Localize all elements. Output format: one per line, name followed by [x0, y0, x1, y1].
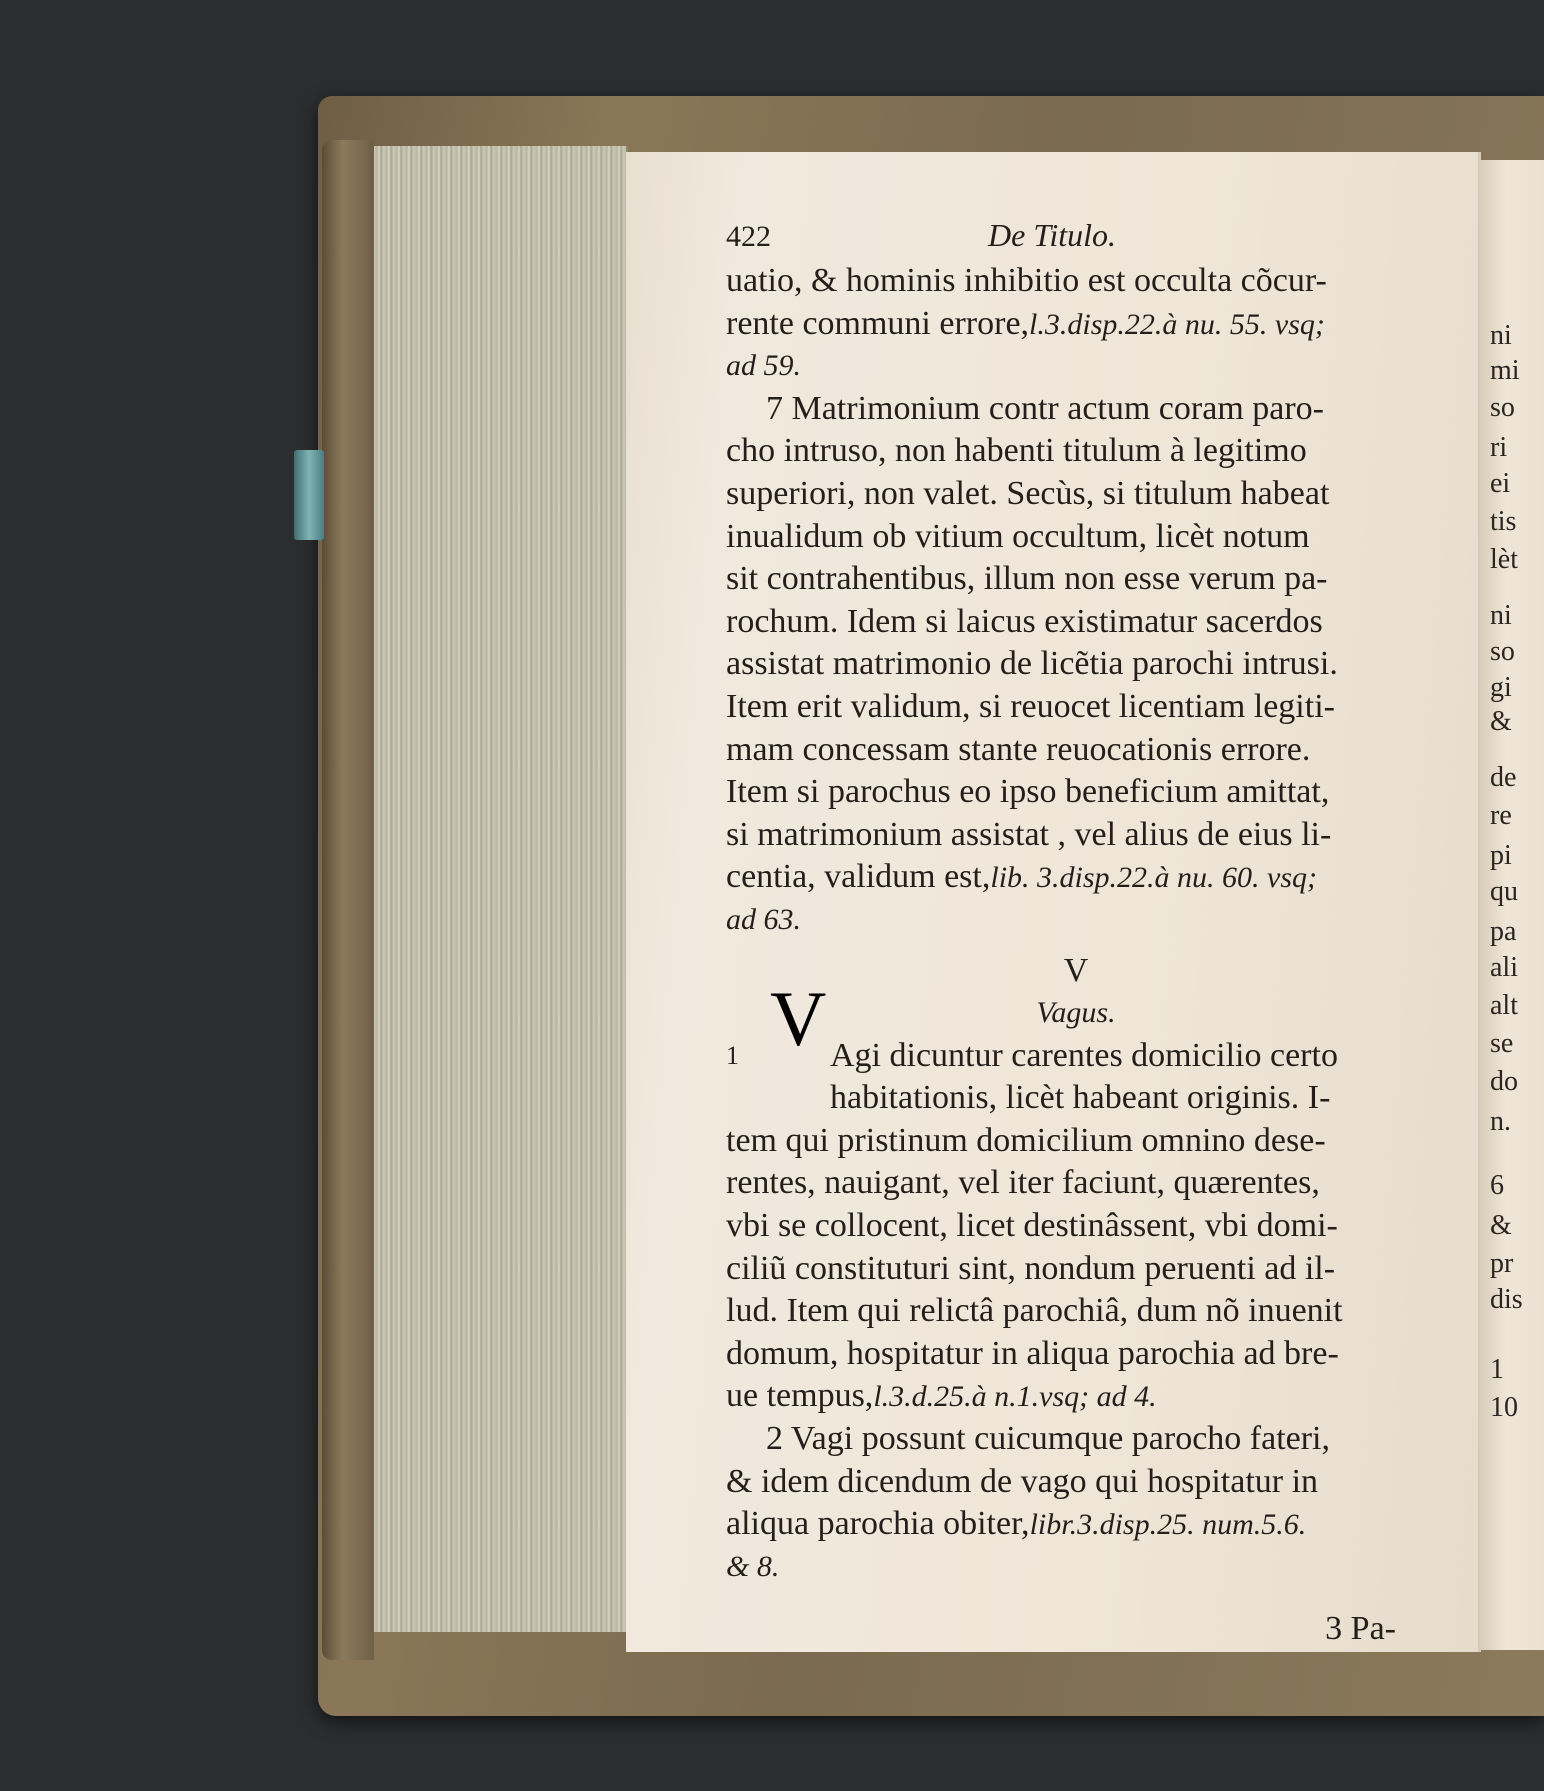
text-line: vbi se collocent, licet destinâssent, vbi domi- [726, 1207, 1338, 1245]
fragment-text: n. [1490, 1106, 1511, 1137]
text-line: 2 Vagi possunt cuicumque parocho fateri, [766, 1420, 1331, 1458]
text-line: lud. Item qui relictâ parochiâ, dum nõ inuenit [726, 1292, 1343, 1330]
page-number: 422 [726, 220, 771, 253]
right-page-fragment [1480, 160, 1544, 1650]
citation: lib. 3.disp.22.à nu. 60. vsq; [990, 861, 1318, 895]
fragment-text: lèt [1490, 544, 1518, 575]
text-line: tem qui pristinum domicilium omnino dese- [726, 1121, 1326, 1159]
text-line: si matrimonium assistat , vel alius de eius li- [726, 815, 1332, 853]
citation: libr.3.disp.25. num.5.6. [1029, 1508, 1307, 1542]
fragment-text: do [1490, 1066, 1518, 1097]
fragment-text: se [1490, 1028, 1514, 1059]
text-line: Item si parochus eo ipso beneficium amittat, [726, 773, 1330, 811]
fragment-text: so [1490, 392, 1515, 423]
fragment-text: 1 [1490, 1354, 1504, 1385]
drop-cap: V [770, 975, 827, 1062]
text-line: & 8. [726, 1549, 780, 1583]
fragment-text: ni [1490, 600, 1512, 631]
fragment-text: pi [1490, 840, 1512, 871]
fragment-text: 6 [1490, 1170, 1504, 1201]
text-line: habitationis, licèt habeant originis. I- [830, 1079, 1331, 1117]
fragment-text: dis [1490, 1284, 1523, 1315]
fragment-text: ei [1490, 468, 1511, 499]
text-line: Item erit validum, si reuocet licentiam legiti- [726, 687, 1335, 725]
text-line: aliqua parochia obiter,libr.3.disp.25. num.5.6. [726, 1505, 1307, 1543]
text-line: 7 Matrimonium contr actum coram paro- [766, 389, 1324, 427]
text-line: assistat matrimonio de licẽtia parochi intrusi. [726, 645, 1338, 683]
text-line: rochum. Idem si laicus existimatur sacerdos [726, 602, 1323, 640]
catchword: 3 Pa- [1325, 1610, 1396, 1648]
text-line: 1 Agi dicuntur carentes domicilio certo [726, 1035, 1426, 1078]
text-line: ciliũ constituturi sint, nondum peruenti ad il- [726, 1249, 1336, 1287]
fragment-text: 10 [1490, 1392, 1518, 1423]
text-line: ad 63. [726, 902, 801, 936]
text-line: domum, hospitatur in aliqua parochia ad bre- [726, 1334, 1339, 1372]
fragment-text: pa [1490, 916, 1517, 947]
clasp [294, 450, 324, 540]
fragment-text: qu [1490, 876, 1518, 907]
fragment-text: re [1490, 800, 1512, 831]
fragment-text: ri [1490, 432, 1508, 463]
text-line: mam concessam stante reuocationis errore. [726, 730, 1311, 768]
fragment-text: & [1490, 706, 1512, 737]
fragment-text: ali [1490, 952, 1518, 983]
citation: l.3.disp.22.à nu. 55. vsq; [1029, 307, 1325, 341]
fragment-text: & [1490, 1210, 1512, 1241]
section-letter: V [1063, 951, 1089, 989]
citation: l.3.d.25.à n.1.vsq; ad 4. [873, 1380, 1157, 1414]
running-title: De Titulo. [988, 217, 1117, 253]
text-line: sit contrahentibus, illum non esse verum pa- [726, 560, 1328, 598]
text-line: cho intruso, non habenti titulum à legitimo [726, 432, 1307, 470]
text-line: ad 59. [726, 349, 801, 383]
text-line: rentes, nauigant, vel iter faciunt, quærentes, [726, 1164, 1320, 1202]
fragment-text: alt [1490, 990, 1518, 1021]
page-header [726, 214, 1426, 260]
book-spine-edge [322, 140, 374, 1660]
paragraph-number: 1 [726, 1040, 739, 1070]
page-text [726, 214, 1426, 1651]
fragment-text: de [1490, 762, 1517, 793]
fragment-text: ni [1490, 320, 1512, 351]
text-line: ue tempus,l.3.d.25.à n.1.vsq; ad 4. [726, 1377, 1157, 1415]
fragment-text: mi [1490, 355, 1520, 386]
text-line: & idem dicendum de vago qui hospitatur in [726, 1462, 1319, 1500]
fragment-text: pr [1490, 1248, 1514, 1279]
text-line: rente communi errore,l.3.disp.22.à nu. 55. vsq; [726, 304, 1325, 342]
fragment-text: gi [1490, 672, 1512, 703]
section-title: Vagus. [1036, 996, 1116, 1030]
fragment-text: tis [1490, 506, 1517, 537]
page-edges [374, 146, 628, 1632]
fragment-text: so [1490, 636, 1515, 667]
text-line: centia, validum est,lib. 3.disp.22.à nu. 60. vsq; [726, 858, 1318, 896]
text-line: inualidum ob vitium occultum, licèt notum [726, 517, 1310, 555]
text-line: uatio, & hominis inhibitio est occulta cõcur- [726, 262, 1327, 299]
text-line: superiori, non valet. Secùs, si titulum habeat [726, 474, 1330, 512]
